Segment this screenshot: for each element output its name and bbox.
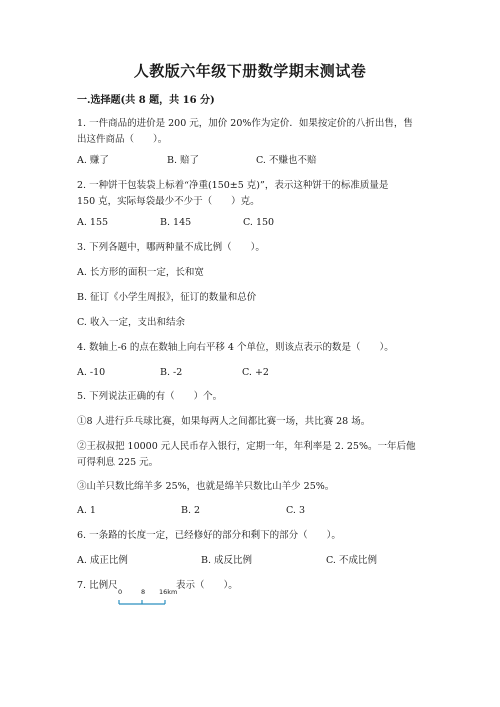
question-1-line-2: 出这件商品（ ）。 <box>77 134 168 145</box>
question-3-option-a[interactable]: A. 长方形的面积一定，长和宽 <box>77 267 204 278</box>
question-7-label: 7. 比例尺 <box>77 580 118 591</box>
option-b[interactable]: B. -2 <box>160 367 183 378</box>
option-a[interactable]: A. 赚了 <box>77 155 109 166</box>
option-c[interactable]: C. 3 <box>286 505 306 516</box>
question-5-statement-2-line-1: ②王叔叔把 10000 元人民币存入银行，定期一年，年利率是 2. 25%。一年后他 <box>77 441 416 452</box>
question-5-line: 5. 下列说法正确的有（ ）个。 <box>77 391 223 402</box>
option-c[interactable]: C. 150 <box>243 217 275 228</box>
option-c[interactable]: C. 不成比例 <box>326 555 377 566</box>
option-b[interactable]: B. 赔了 <box>167 155 200 166</box>
scale-bar <box>118 588 180 608</box>
scale-bar-graphic <box>118 598 180 606</box>
question-2-line-2: 150 克，实际每袋最少不少于（ ）克。 <box>77 196 260 207</box>
scale-tick-16km: 16km <box>159 588 178 596</box>
question-3-option-b[interactable]: B. 征订《小学生周报》，征订的数量和总价 <box>77 292 257 303</box>
question-3-line: 3. 下列各题中，哪两种量不成比例（ ）。 <box>77 242 265 253</box>
question-3-option-c[interactable]: C. 收入一定，支出和结余 <box>77 317 185 328</box>
question-6-line: 6. 一条路的长度一定，已经修好的部分和剩下的部分（ ）。 <box>77 530 341 541</box>
scale-tick-8: 8 <box>141 588 146 596</box>
scale-tick-0: 0 <box>118 588 123 596</box>
page-title: 人教版六年级下册数学期末测试卷 <box>133 62 367 80</box>
question-7-tail: 表示（ ）。 <box>176 580 238 591</box>
option-b[interactable]: B. 2 <box>181 505 201 516</box>
question-4-line: 4. 数轴上-6 的点在数轴上向右平移 4 个单位，则该点表示的数是（ ）。 <box>77 342 394 353</box>
option-a[interactable]: A. 1 <box>77 505 96 516</box>
question-5-statement-1: ①8 人进行乒乓球比赛，如果每两人之间都比赛一场，共比赛 28 场。 <box>77 416 371 427</box>
section-heading: 一.选择题(共 8 题，共 16 分) <box>77 95 215 106</box>
question-2-options <box>77 215 457 231</box>
question-5-statement-2-line-2: 可得利息 225 元。 <box>77 457 159 468</box>
option-a[interactable]: A. 155 <box>77 217 109 228</box>
option-b[interactable]: B. 145 <box>160 217 192 228</box>
question-1-options <box>77 153 457 169</box>
option-b[interactable]: B. 成反比例 <box>201 555 253 566</box>
option-a[interactable]: A. 成正比例 <box>77 555 128 566</box>
option-c[interactable]: C. +2 <box>242 367 269 378</box>
option-c[interactable]: C. 不赚也不赔 <box>256 155 317 166</box>
question-6-options <box>77 553 457 569</box>
question-4-options <box>77 365 457 381</box>
question-2-line-1: 2. 一种饼干包装袋上标着“净重(150±5 克)”，表示这种饼干的标准质量是 <box>77 180 389 191</box>
question-5-options <box>77 503 457 519</box>
question-1-line-1: 1. 一件商品的进价是 200 元，加价 20%作为定价．如果按定价的八折出售，售 <box>77 118 413 129</box>
option-a[interactable]: A. -10 <box>77 367 106 378</box>
question-5-statement-3: ③山羊只数比绵羊多 25%，也就是绵羊只数比山羊少 25%。 <box>77 481 335 492</box>
